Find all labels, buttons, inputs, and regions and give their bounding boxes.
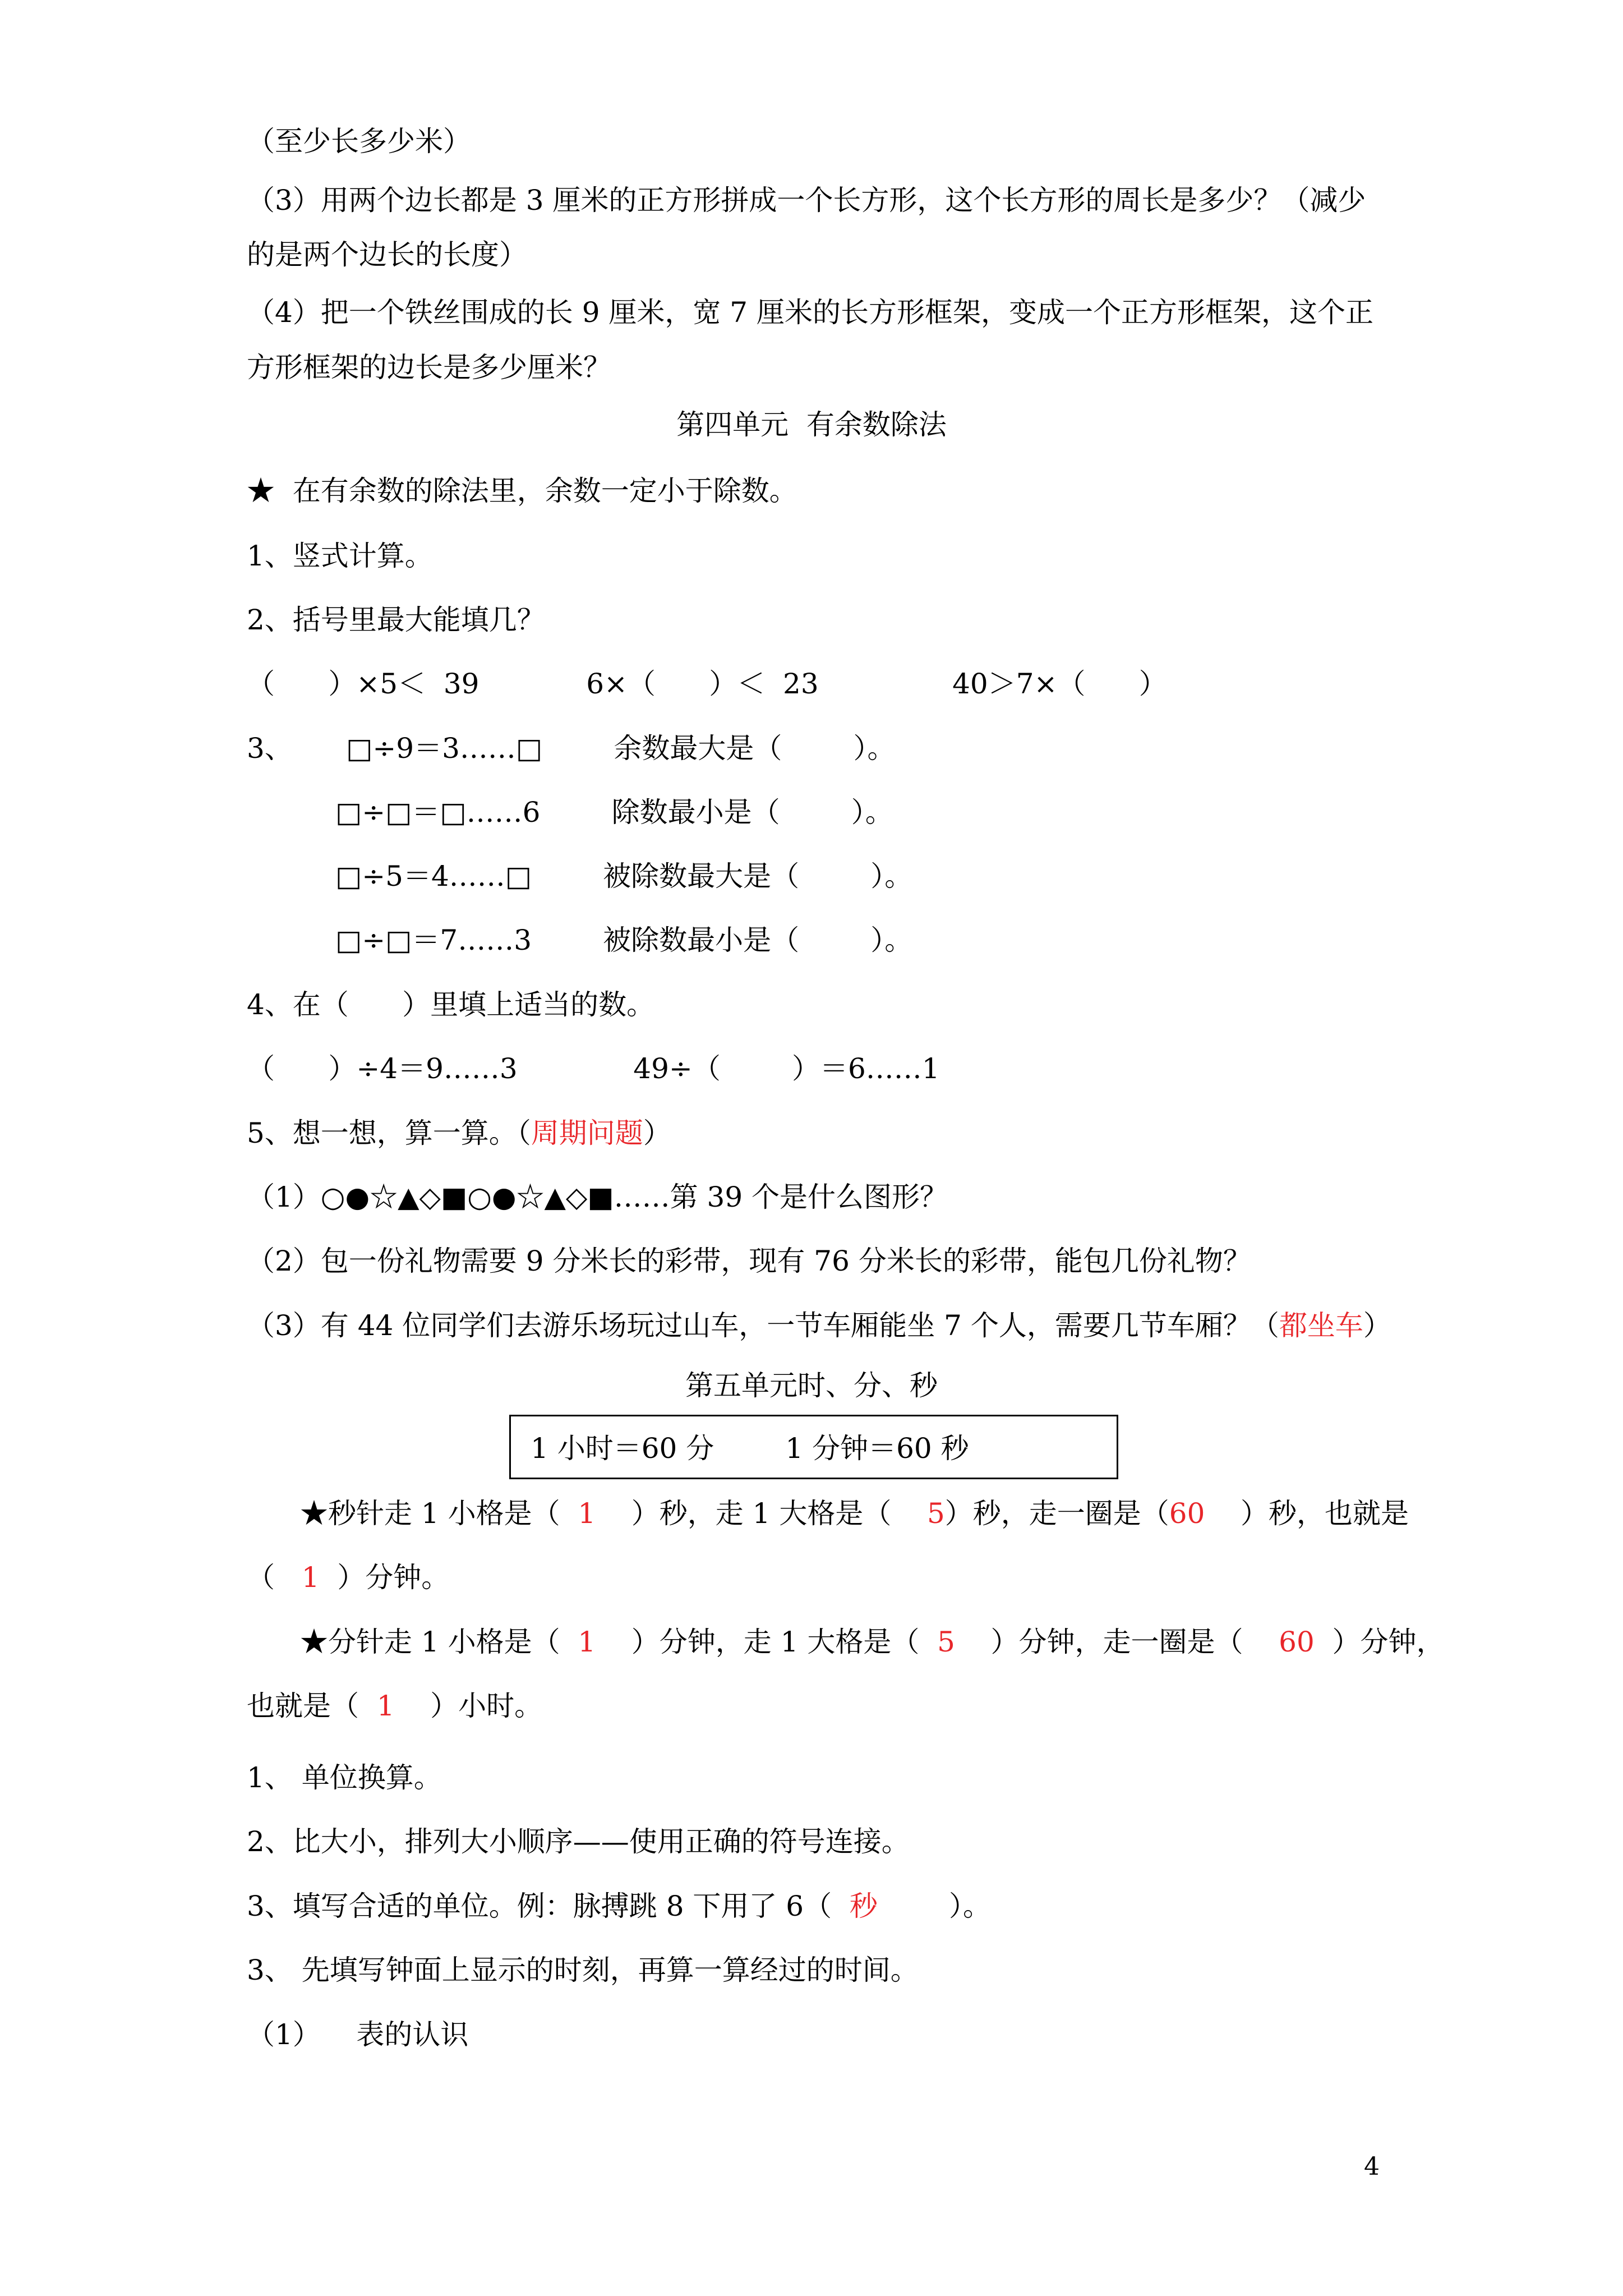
- text-line: 方形框架的边长是多少厘米？: [247, 351, 611, 384]
- text-line: 5、想一想，算一算。（周期问题）: [247, 1117, 671, 1149]
- text-line: 2、括号里最大能填几？: [247, 604, 545, 636]
- highlight-text: 都坐车: [1279, 1309, 1363, 1342]
- text-line: 的是两个边长的长度）: [247, 238, 527, 271]
- text-line: 2、比大小，排列大小顺序——使用正确的符号连接。: [247, 1825, 910, 1858]
- text-line: 1、 单位换算。: [247, 1761, 442, 1794]
- text-line: （1） 表的认识: [247, 2018, 469, 2051]
- unit5-heading: 第五单元时、分、秒: [685, 1369, 938, 1402]
- text-line: （至少长多少米）: [247, 125, 471, 158]
- answer-value: 1: [578, 1626, 596, 1658]
- text-line: 3、 □÷9＝3……□ 余数最大是（ ）。: [247, 732, 896, 765]
- answer-value: 1: [376, 1690, 395, 1722]
- answer-value: 60: [1279, 1626, 1315, 1658]
- text-line: （ 1 ）分钟。: [247, 1561, 450, 1594]
- text-line: 3、 先填写钟面上显示的时刻，再算一算经过的时间。: [247, 1954, 919, 1986]
- text-line: 3、填写合适的单位。例：脉搏跳 8 下用了 6（ 秒 ）。: [247, 1890, 992, 1922]
- highlight-text: 秒: [849, 1890, 878, 1922]
- text-line: （3）有 44 位同学们去游乐场玩过山车，一节车厢能坐 7 个人，需要几节车厢？（都坐车）: [247, 1309, 1391, 1342]
- answer-value: 5: [926, 1497, 945, 1530]
- text-line: （2）包一份礼物需要 9 分米长的彩带，现有 76 分米长的彩带，能包几份礼物？: [247, 1245, 1251, 1277]
- text-line: 1、竖式计算。: [247, 540, 433, 572]
- unit4-heading: 第四单元 有余数除法: [676, 408, 947, 441]
- text-line: 4、在（ ）里填上适当的数。: [247, 988, 655, 1021]
- text-line: （1）○●☆▲◇■○●☆▲◇■……第 39 个是什么图形？: [247, 1181, 948, 1213]
- page-number: 4: [1364, 2152, 1380, 2181]
- conversion-box: [509, 1415, 1118, 1479]
- text-line: （ ）÷4＝9……3 49÷（ ）＝6……1: [247, 1052, 940, 1085]
- text-line: □÷□＝□……6 除数最小是（ ）。: [335, 796, 893, 829]
- text-line: □÷5＝4……□ 被除数最大是（ ）。: [335, 860, 913, 892]
- answer-value: 60: [1169, 1497, 1205, 1530]
- text-line: （3）用两个边长都是 3 厘米的正方形拼成一个长方形，这个长方形的周长是多少？（减少: [247, 184, 1366, 217]
- text-line: ★秒针走 1 小格是（ 1 ）秒，走 1 大格是（ 5）秒，走一圈是（60 ）秒，也就是: [300, 1497, 1409, 1530]
- answer-value: 1: [578, 1497, 596, 1530]
- text-line: （4）把一个铁丝围成的长 9 厘米，宽 7 厘米的长方形框架，变成一个正方形框架，这个正: [247, 296, 1374, 329]
- text-line: ★ 在有余数的除法里，余数一定小于除数。: [247, 475, 797, 507]
- highlight-text: 周期问题: [531, 1117, 643, 1149]
- answer-value: 1: [301, 1561, 320, 1594]
- text-line: 也就是（ 1 ）小时。: [247, 1690, 543, 1722]
- text-line: ★分针走 1 小格是（ 1 ）分钟，走 1 大格是（ 5 ）分钟，走一圈是（ 60 ）分钟，: [300, 1626, 1445, 1658]
- text-line: □÷□＝7……3 被除数最小是（ ）。: [335, 924, 913, 956]
- answer-value: 5: [937, 1626, 955, 1658]
- conversion-text: 1 小时＝60 分 1 分钟＝60 秒: [531, 1432, 969, 1465]
- text-line: （ ）×5＜ 39 6×（ ）＜ 23 40＞7×（ ）: [247, 668, 1167, 700]
